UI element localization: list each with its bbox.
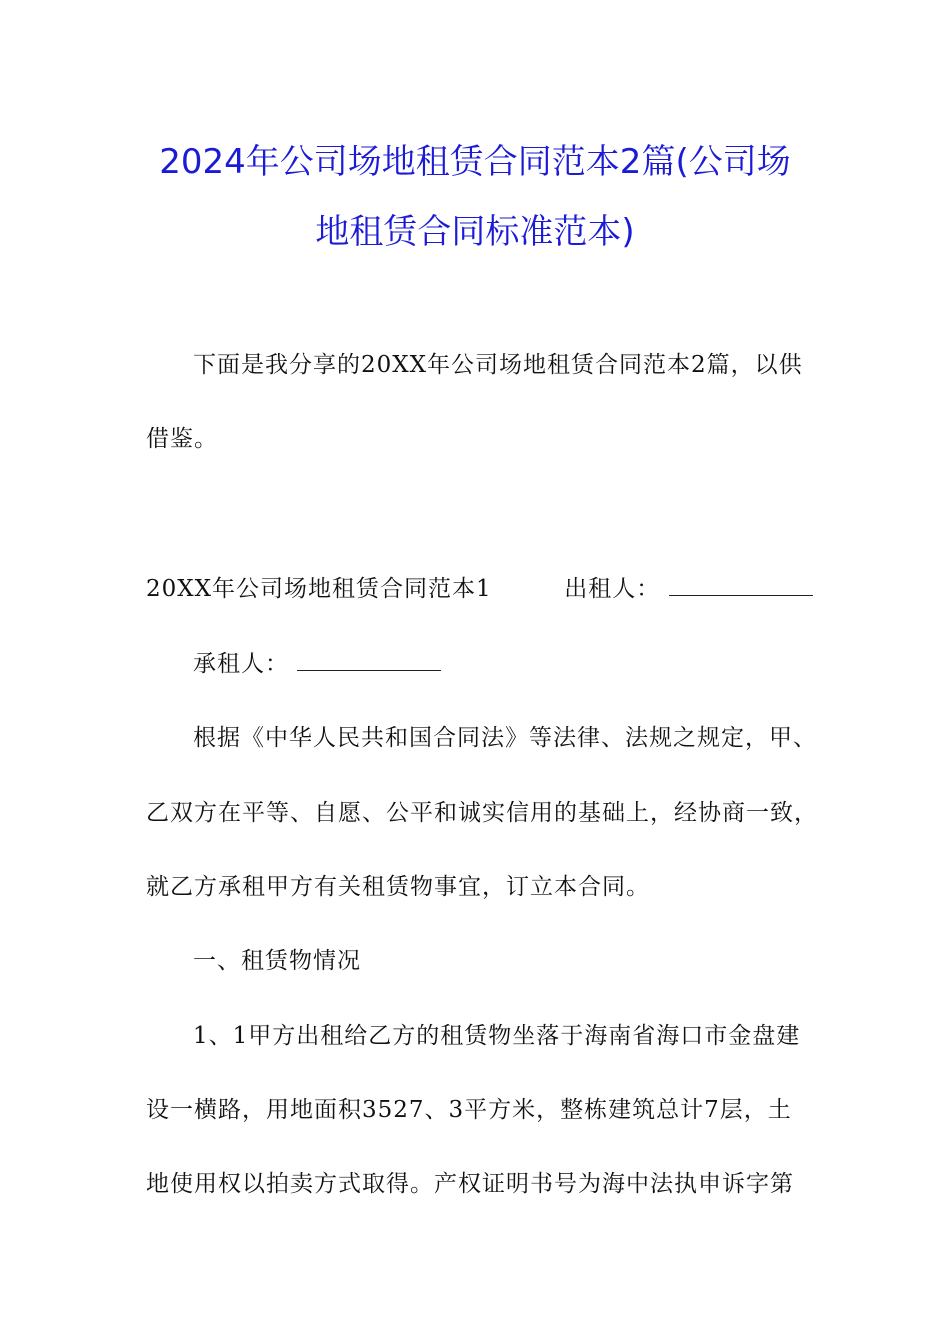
paragraph-2-line-3: 地使用权以拍卖方式取得。产权证明书号为海中法执申诉字第: [146, 1171, 794, 1197]
document-title-line-2: 地租赁合同标准范本): [315, 212, 635, 252]
paragraph-1-line-2: 乙双方在平等、自愿、公平和诚实信用的基础上，经协商一致，: [146, 800, 818, 826]
paragraph-1-line-1: 根据《中华人民共和国合同法》等法律、法规之规定，甲、: [193, 725, 817, 751]
paragraph-1-line-3: 就乙方承租甲方有关租赁物事宜，订立本合同。: [146, 874, 650, 900]
document-title-line-1: 2024年公司场地租赁合同范本2篇(公司场: [159, 142, 791, 182]
lessee-label: 承租人：: [193, 651, 289, 677]
paragraph-2-line-2: 设一横路，用地面积3527、3平方米，整栋建筑总计7层，土: [146, 1097, 792, 1123]
contract-heading: 20XX年公司场地租赁合同范本1: [146, 576, 492, 602]
intro-line-2: 借鉴。: [146, 426, 218, 452]
intro-line-1: 下面是我分享的20XX年公司场地租赁合同范本2篇，以供: [193, 352, 803, 378]
lessor-label: 出租人：: [564, 576, 661, 602]
contract-heading-row: [146, 570, 813, 603]
lessee-blank: [297, 649, 441, 671]
lessee-row: [193, 645, 441, 678]
lessor-blank: [669, 574, 813, 596]
section-1-heading: 一、租赁物情况: [193, 948, 361, 974]
paragraph-2-line-1: 1、1甲方出租给乙方的租赁物坐落于海南省海口市金盘建: [193, 1023, 801, 1049]
